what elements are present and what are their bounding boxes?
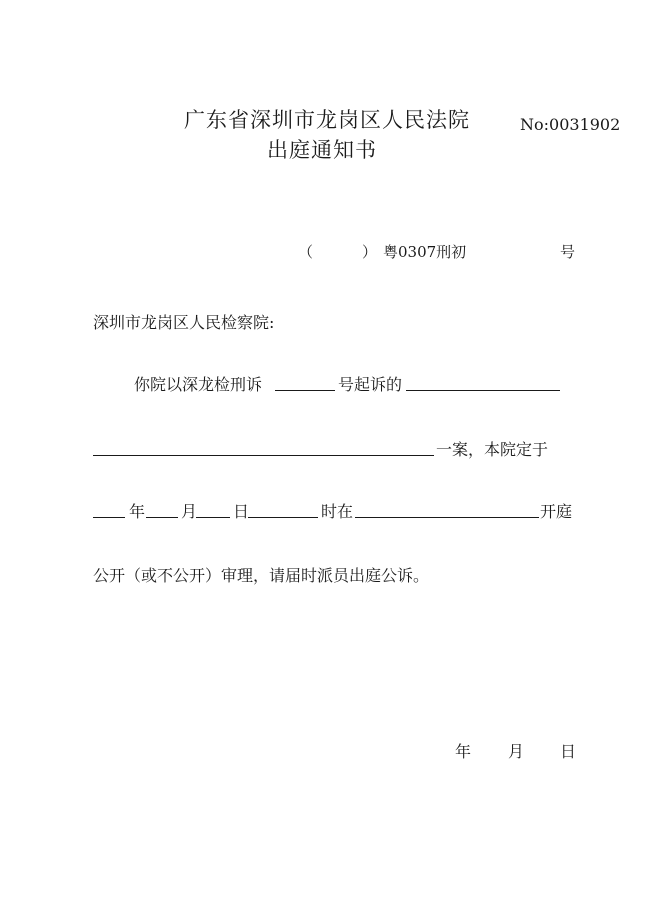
footer-month: 月 xyxy=(508,742,525,761)
serial-number: No:0031902 xyxy=(520,115,621,134)
month-blank xyxy=(146,500,178,518)
footer-day: 日 xyxy=(560,742,577,761)
day-label: 日 xyxy=(233,502,250,521)
case-name-blank xyxy=(93,438,434,456)
document-title: 出庭通知书 xyxy=(267,138,377,162)
footer-year: 年 xyxy=(455,742,472,761)
time-at-label: 时在 xyxy=(321,502,354,521)
year-label: 年 xyxy=(129,502,146,521)
day-blank xyxy=(196,500,230,518)
body-line-4: 公开（或不公开）审理，请届时派员出庭公诉。 xyxy=(93,566,430,585)
body-line-1-a: 你院以深龙检刑诉 xyxy=(134,375,263,394)
body-line-1-b: 号起诉的 xyxy=(338,375,403,394)
hour-blank xyxy=(248,500,318,518)
month-label: 月 xyxy=(181,502,198,521)
case-number-prefix: 粤0307刑初 xyxy=(383,243,467,261)
case-number-close-paren: ） xyxy=(362,243,378,261)
courtroom-blank xyxy=(355,500,539,518)
addressee: 深圳市龙岗区人民检察院: xyxy=(93,313,275,332)
year-blank xyxy=(93,500,125,518)
case-number-suffix: 号 xyxy=(560,243,576,261)
case-number-open-paren: （ xyxy=(298,243,314,261)
court-hall-label: 开庭 xyxy=(540,502,573,521)
court-name: 广东省深圳市龙岗区人民法院 xyxy=(184,108,470,132)
indictment-number-blank xyxy=(275,373,335,391)
body-line-2-end: 一案，本院定于 xyxy=(436,440,549,459)
defendant-name-blank xyxy=(406,373,560,391)
